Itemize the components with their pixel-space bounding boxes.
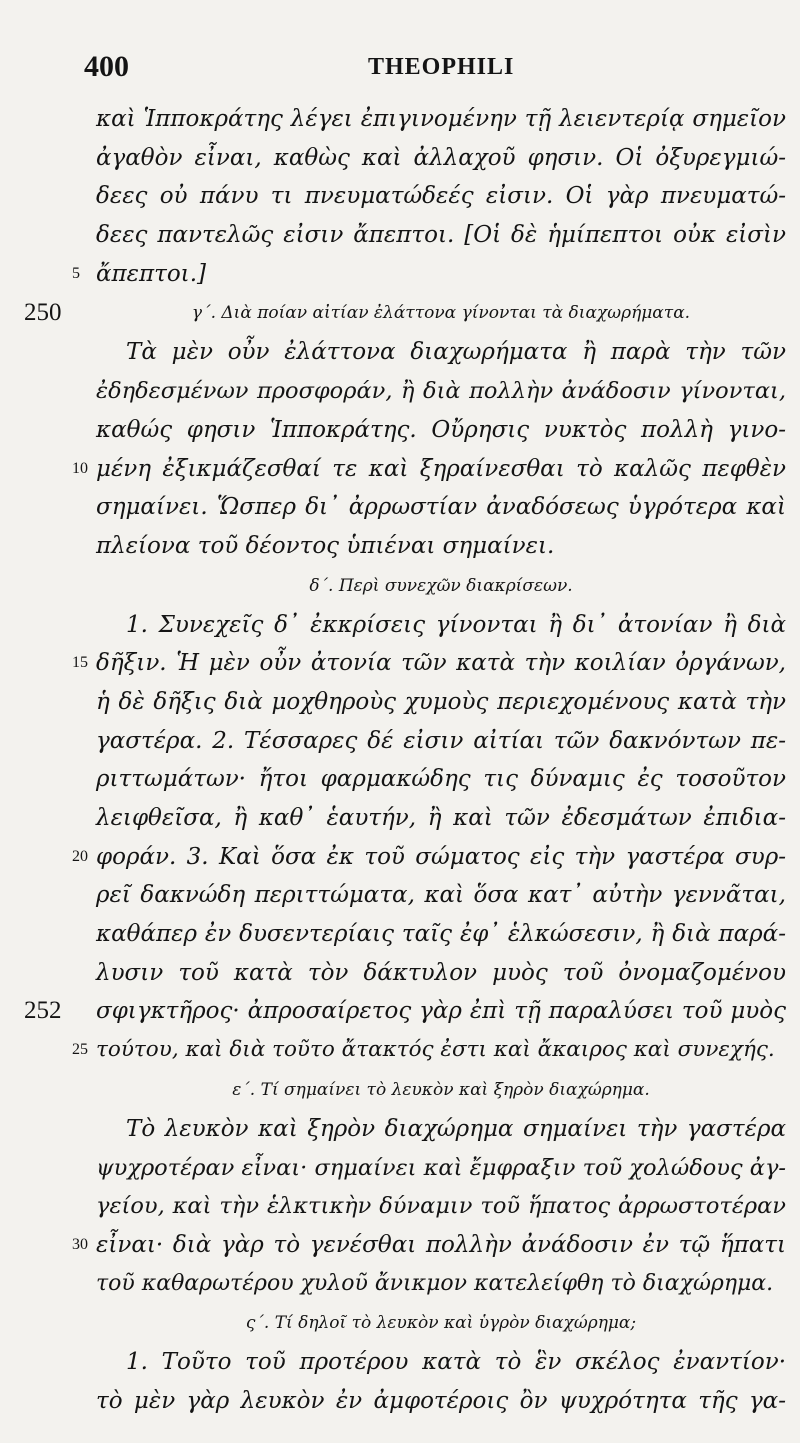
line-text: μένη ἐξικμάζεσθαί τε καὶ ξηραίνεσθαι τὸ καλῶς πεφθὲν	[96, 455, 786, 482]
text-line	[0, 527, 800, 566]
page-header	[0, 50, 800, 90]
line-text: καθάπερ ἐν δυσεντερίαις ταῖς ἐφ᾽ ἑλκώσεσιν, ἢ διὰ παρά-	[96, 921, 786, 948]
margin-reference: 252	[24, 997, 62, 1025]
line-text: φοράν. 3. Καὶ ὅσα ἐκ τοῦ σώματος εἰς τὴν γαστέρα συρ-	[96, 843, 786, 870]
section-heading	[0, 1070, 800, 1110]
line-number: 15	[72, 654, 88, 672]
text-line	[0, 799, 800, 838]
running-title: THEOPHILI	[368, 54, 515, 80]
text-line	[0, 216, 800, 255]
line-text: γείου, καὶ τὴν ἑλκτικὴν δύναμιν τοῦ ἥπατος ἀρρωστοτέραν	[96, 1193, 786, 1220]
line-text: ε΄. Τί σημαίνει τὸ λευκὸν καὶ ξηρὸν διαχώρημα.	[232, 1079, 650, 1100]
line-text: ψυχροτέραν εἶναι· σημαίνει καὶ ἔμφραξιν τοῦ χολώδους ἀγ-	[96, 1154, 786, 1181]
line-text: δεες οὐ πάνυ τι πνευματώδεές εἰσιν. Οἱ γὰρ πνευματώ-	[96, 183, 786, 210]
line-number: 10	[72, 459, 88, 477]
text-line	[0, 255, 800, 294]
text-line	[0, 372, 800, 411]
section-heading	[0, 1303, 800, 1343]
line-text: πλείονα τοῦ δέοντος ὑπιέναι σημαίνει.	[96, 532, 555, 559]
text-line	[0, 177, 800, 216]
line-text: καθώς φησιν Ἱπποκράτης. Οὔρησις νυκτὸς πολλὴ γινο-	[96, 416, 786, 443]
text-line	[0, 1110, 800, 1149]
line-text: ἄπεπτοι.]	[96, 260, 206, 287]
line-text: 1. Τοῦτο τοῦ προτέρου κατὰ τὸ ἓν σκέλος ἐναντίον·	[126, 1349, 786, 1376]
text-line	[0, 1187, 800, 1226]
line-text: καὶ Ἱπποκράτης λέγει ἐπιγινομένην τῇ λειεντερίᾳ σημεῖον	[96, 106, 786, 132]
line-text: ρεῖ δακνώδη περιττώματα, καὶ ὅσα κατ᾽ αὐτὴν γεννᾶται,	[96, 882, 786, 909]
text-line	[0, 644, 800, 683]
line-text: εἶναι· διὰ γὰρ τὸ γενέσθαι πολλὴν ἀνάδοσιν ἐν τῷ ἥπατι	[96, 1231, 786, 1258]
line-text: δῆξιν. Ἡ μὲν οὖν ἀτονία τῶν κατὰ τὴν κοιλίαν ὀργάνων,	[96, 650, 786, 677]
line-text: 1. Συνεχεῖς δ᾽ ἐκκρίσεις γίνονται ἢ δι᾽ ἀτονίαν ἢ διὰ	[126, 611, 786, 638]
line-text: τὸ μὲν γὰρ λευκὸν ἐν ἀμφοτέροις ὂν ψυχρότητα τῆς γα-	[96, 1387, 786, 1414]
line-number: 5	[72, 264, 80, 282]
text-body	[0, 100, 800, 1421]
line-number: 30	[72, 1235, 88, 1253]
text-line	[0, 992, 800, 1031]
line-text: γαστέρα. 2. Τέσσαρες δέ εἰσιν αἰτίαι τῶν δακνόντων πε-	[96, 727, 786, 754]
line-text: δ΄. Περὶ συνεχῶν διακρίσεων.	[309, 575, 573, 596]
line-text: ριττωμάτων· ἤτοι φαρμακώδης τις δύναμις ἐς τοσοῦτον	[96, 766, 786, 793]
line-text: ἀγαθὸν εἶναι, καθὼς καὶ ἀλλαχοῦ φησιν. Οἱ ὀξυρεγμιώ-	[96, 144, 786, 171]
text-line	[0, 722, 800, 761]
text-line	[0, 450, 800, 489]
line-text: Τὸ λευκὸν καὶ ξηρὸν διαχώρημα σημαίνει τὴν γαστέρα	[126, 1115, 786, 1142]
section-heading	[0, 566, 800, 606]
line-text: γ΄. Διὰ ποίαν αἰτίαν ἐλάττονα γίνονται τὰ διαχωρήματα.	[191, 303, 691, 324]
line-text: ς΄. Τί δηλοῖ τὸ λευκὸν καὶ ὑγρὸν διαχώρημα;	[245, 1313, 637, 1334]
text-line	[0, 876, 800, 915]
text-line	[0, 915, 800, 954]
text-line	[0, 1265, 800, 1304]
text-line	[0, 1149, 800, 1188]
line-text: ἐδηδεσμένων προσφοράν, ἢ διὰ πολλὴν ἀνάδοσιν γίνονται,	[96, 378, 786, 405]
text-line	[0, 954, 800, 993]
text-line	[0, 606, 800, 645]
line-text: δεες παντελῶς εἰσιν ἄπεπτοι. [Οἱ δὲ ἡμίπεπτοι οὐκ εἰσὶν	[96, 222, 786, 249]
line-text: τούτου, καὶ διὰ τοῦτο ἄτακτός ἐστι καὶ ἄκαιρος καὶ συνεχής.	[96, 1037, 775, 1063]
text-line	[0, 139, 800, 178]
line-text: τοῦ καθαρωτέρου χυλοῦ ἄνικμον κατελείφθη τὸ διαχώρημα.	[96, 1270, 774, 1296]
text-line	[0, 333, 800, 372]
line-text: λυσιν τοῦ κατὰ τὸν δάκτυλον μυὸς τοῦ ὀνομαζομένου	[96, 959, 786, 986]
text-line	[0, 1226, 800, 1265]
line-text: σημαίνει. Ὥσπερ δι᾽ ἀρρωστίαν ἀναδόσεως ὑγρότερα καὶ	[96, 494, 786, 521]
text-line	[0, 488, 800, 527]
text-line	[0, 1343, 800, 1382]
page-number: 400	[84, 50, 129, 83]
text-line	[0, 760, 800, 799]
line-text: ἡ δὲ δῆξις διὰ μοχθηροὺς χυμοὺς περιεχομένους κατὰ τὴν	[96, 688, 786, 715]
section-heading	[0, 293, 800, 333]
text-line	[0, 100, 800, 139]
line-text: λειφθεῖσα, ἢ καθ᾽ ἑαυτήν, ἢ καὶ τῶν ἐδεσμάτων ἐπιδια-	[96, 805, 786, 831]
margin-reference: 250	[24, 299, 62, 327]
line-number: 20	[72, 847, 88, 865]
line-text: Τὰ μὲν οὖν ἐλάττονα διαχωρήματα ἢ παρὰ τὴν τῶν	[126, 339, 786, 366]
text-line	[0, 1382, 800, 1421]
text-line	[0, 1031, 800, 1070]
line-text: σφιγκτῆρος· ἀπροσαίρετος γὰρ ἐπὶ τῇ παραλύσει τοῦ μυὸς	[96, 998, 786, 1025]
text-line	[0, 411, 800, 450]
text-line	[0, 838, 800, 877]
line-number: 25	[72, 1041, 88, 1059]
text-line	[0, 683, 800, 722]
